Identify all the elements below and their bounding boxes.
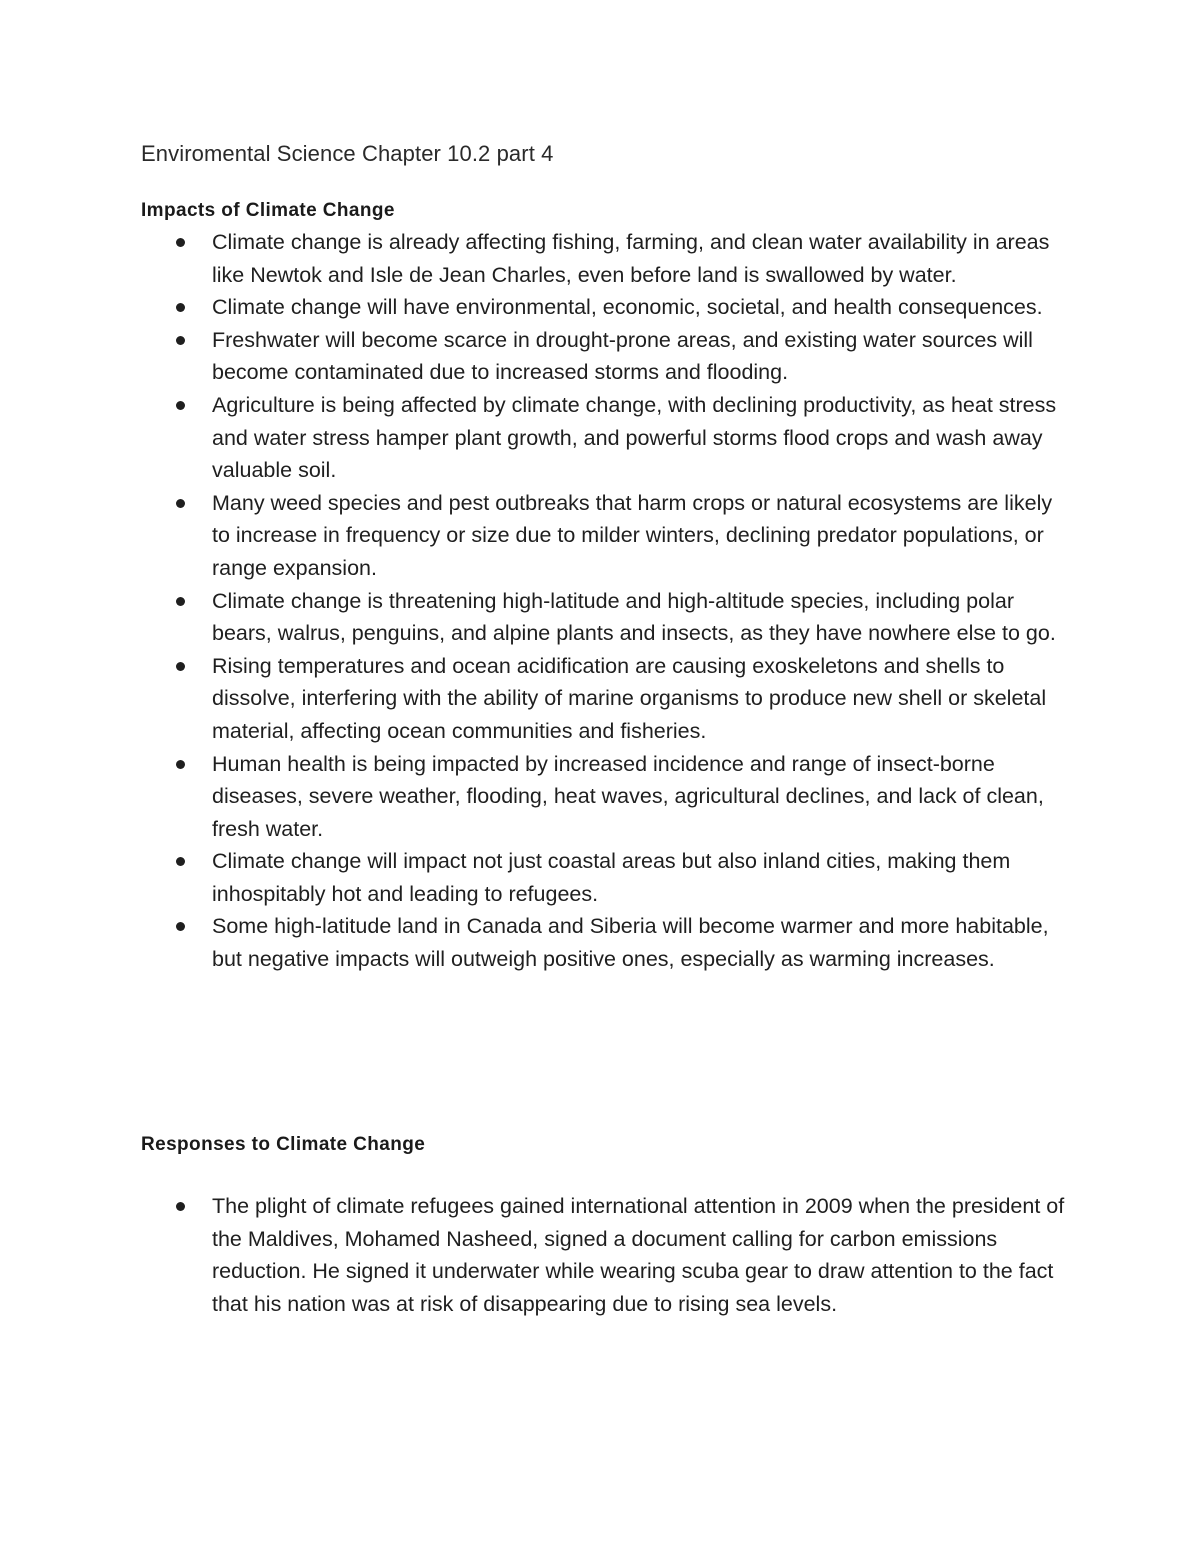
list-item bbox=[0, 324, 1072, 389]
bullet-text: Climate change is already affecting fishing, farming, and clean water availability in areas like Newtok and Isle de Jean Charles, even before land is swallowed by water. bbox=[212, 230, 1050, 287]
bullet-text: Freshwater will become scarce in drought-prone areas, and existing water sources will become contaminated due to increased storms and flooding. bbox=[212, 327, 1033, 385]
bullet-text: Rising temperatures and ocean acidification are causing exoskeletons and shells to dissolve, interfering with the ability of marine organisms to produce new shell or skeletal material, affecting ocean communities and fisheries. bbox=[212, 653, 1047, 743]
bullet-text: The plight of climate refugees gained international attention in 2009 when the president of the Maldives, Mohamed Nasheed, signed a document calling for carbon emissions reduction. He signed it underwater while wearing scuba gear to draw attention to the fact that his nation was at risk of disappearing due to rising sea levels. bbox=[212, 1194, 1065, 1316]
list-item bbox=[0, 291, 1072, 324]
bullet-icon bbox=[176, 1202, 185, 1211]
section-heading-responses: Responses to Climate Change bbox=[141, 1134, 426, 1155]
bullet-icon bbox=[176, 597, 185, 606]
list-item bbox=[0, 487, 1072, 585]
bullet-text: Climate change is threatening high-latitude and high-altitude species, including polar bears, walrus, penguins, and alpine plants and insects, as they have nowhere else to go. bbox=[212, 588, 1056, 646]
bullet-text: Many weed species and pest outbreaks that harm crops or natural ecosystems are likely to increase in frequency or size due to milder winters, declining predator populations, or range expansion. bbox=[212, 490, 1053, 580]
bullet-text: Agriculture is being affected by climate change, with declining productivity, as heat stress and water stress hamper plant growth, and powerful storms flood crops and wash away valuable soil. bbox=[212, 392, 1057, 483]
bullet-icon bbox=[176, 238, 185, 247]
bullet-text: Some high-latitude land in Canada and Siberia will become warmer and more habitable, but negative impacts will outweigh positive ones, especially as warming increases. bbox=[212, 914, 1049, 972]
bullet-icon bbox=[176, 499, 185, 508]
list-item bbox=[0, 389, 1072, 487]
bullet-icon bbox=[176, 922, 185, 931]
bullet-text: Climate change will have environmental, economic, societal, and health consequences. bbox=[212, 295, 1043, 320]
list-item bbox=[0, 585, 1072, 650]
list-item bbox=[0, 226, 1072, 291]
responses-bullet-list bbox=[0, 1190, 1200, 1320]
bullet-icon bbox=[176, 760, 185, 769]
bullet-icon bbox=[176, 401, 185, 410]
list-item bbox=[0, 748, 1072, 846]
section-heading-impacts: Impacts of Climate Change bbox=[141, 200, 395, 221]
bullet-icon bbox=[176, 662, 185, 671]
bullet-text: Climate change will impact not just coastal areas but also inland cities, making them inhospitably hot and leading to refugees. bbox=[212, 849, 1011, 906]
bullet-icon bbox=[176, 303, 185, 312]
impacts-bullet-list bbox=[0, 226, 1200, 976]
list-item bbox=[0, 910, 1072, 975]
bullet-icon bbox=[176, 336, 185, 345]
bullet-text: Human health is being impacted by increased incidence and range of insect-borne diseases, severe weather, flooding, heat waves, agricultural declines, and lack of clean, fresh water. bbox=[212, 751, 1044, 841]
document-title: Enviromental Science Chapter 10.2 part 4 bbox=[141, 141, 554, 166]
list-item bbox=[0, 1190, 1072, 1320]
list-item bbox=[0, 650, 1072, 748]
bullet-icon bbox=[176, 857, 185, 866]
list-item bbox=[0, 845, 1072, 910]
